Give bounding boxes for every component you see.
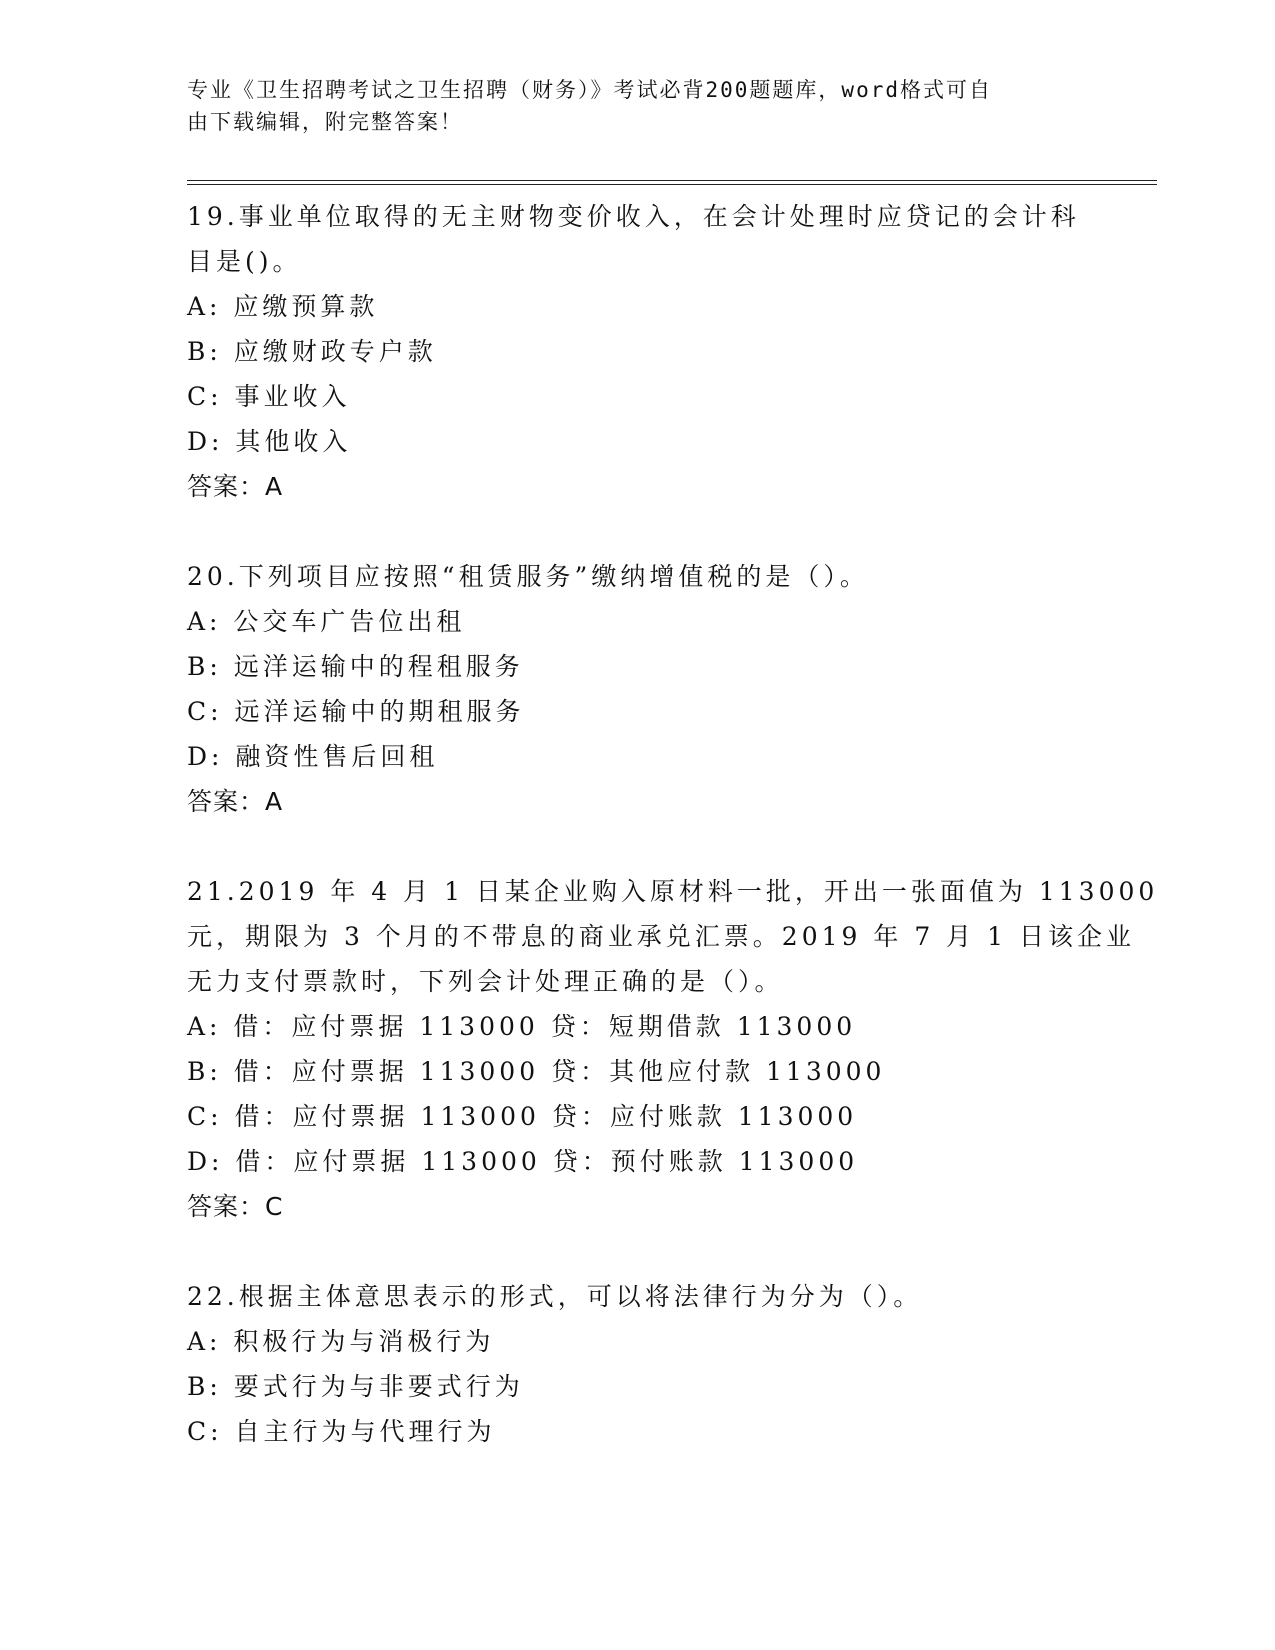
header-line-2: 由下载编辑，附完整答案！ <box>187 110 463 134</box>
question-stem: 目是()。 <box>187 247 302 276</box>
question-stem: 19.事业单位取得的无主财物变价收入，在会计处理时应贷记的会计科 <box>187 202 1080 231</box>
question-22 <box>187 1274 1087 1454</box>
option-d: D: 其他收入 <box>187 427 352 456</box>
question-19 <box>187 194 1087 509</box>
option-c: C: 事业收入 <box>187 382 351 411</box>
option-a: A: 积极行为与消极行为 <box>187 1327 495 1356</box>
header-divider-bottom <box>187 184 1157 185</box>
option-b: B: 远洋运输中的程租服务 <box>187 652 524 681</box>
question-stem: 无力支付票款时，下列会计处理正确的是（）。 <box>187 967 784 996</box>
option-c: C: 借：应付票据 113000 贷：应付账款 113000 <box>187 1102 858 1131</box>
question-21 <box>187 869 1159 1229</box>
question-stem: 元，期限为 3 个月的不带息的商业承兑汇票。2019 年 7 月 1 日该企业 <box>187 922 1135 951</box>
option-c: C: 自主行为与代理行为 <box>187 1417 496 1446</box>
document-header <box>187 74 1067 138</box>
answer: 答案：A <box>187 787 284 816</box>
question-stem: 21.2019 年 4 月 1 日某企业购入原材料一批，开出一张面值为 113000 <box>187 877 1159 906</box>
option-d: D: 借：应付票据 113000 贷：预付账款 113000 <box>187 1147 859 1176</box>
option-a: A: 应缴预算款 <box>187 292 379 321</box>
option-b: B: 借：应付票据 113000 贷：其他应付款 113000 <box>187 1057 886 1086</box>
answer: 答案：C <box>187 1192 284 1221</box>
option-a: A: 借：应付票据 113000 贷：短期借款 113000 <box>187 1012 857 1041</box>
question-20 <box>187 554 1087 824</box>
question-stem: 22.根据主体意思表示的形式，可以将法律行为分为（）。 <box>187 1282 923 1311</box>
option-d: D: 融资性售后回租 <box>187 742 439 771</box>
question-stem: 20.下列项目应按照“租赁服务”缴纳增值税的是（）。 <box>187 562 869 591</box>
option-b: B: 应缴财政专户款 <box>187 337 437 366</box>
header-line-1: 专业《卫生招聘考试之卫生招聘（财务）》考试必背200题题库，word格式可自 <box>187 78 992 102</box>
option-b: B: 要式行为与非要式行为 <box>187 1372 524 1401</box>
option-a: A: 公交车广告位出租 <box>187 607 466 636</box>
answer: 答案：A <box>187 472 284 501</box>
option-c: C: 远洋运输中的期租服务 <box>187 697 525 726</box>
header-divider-top <box>187 180 1157 181</box>
question-list <box>187 194 1159 1499</box>
